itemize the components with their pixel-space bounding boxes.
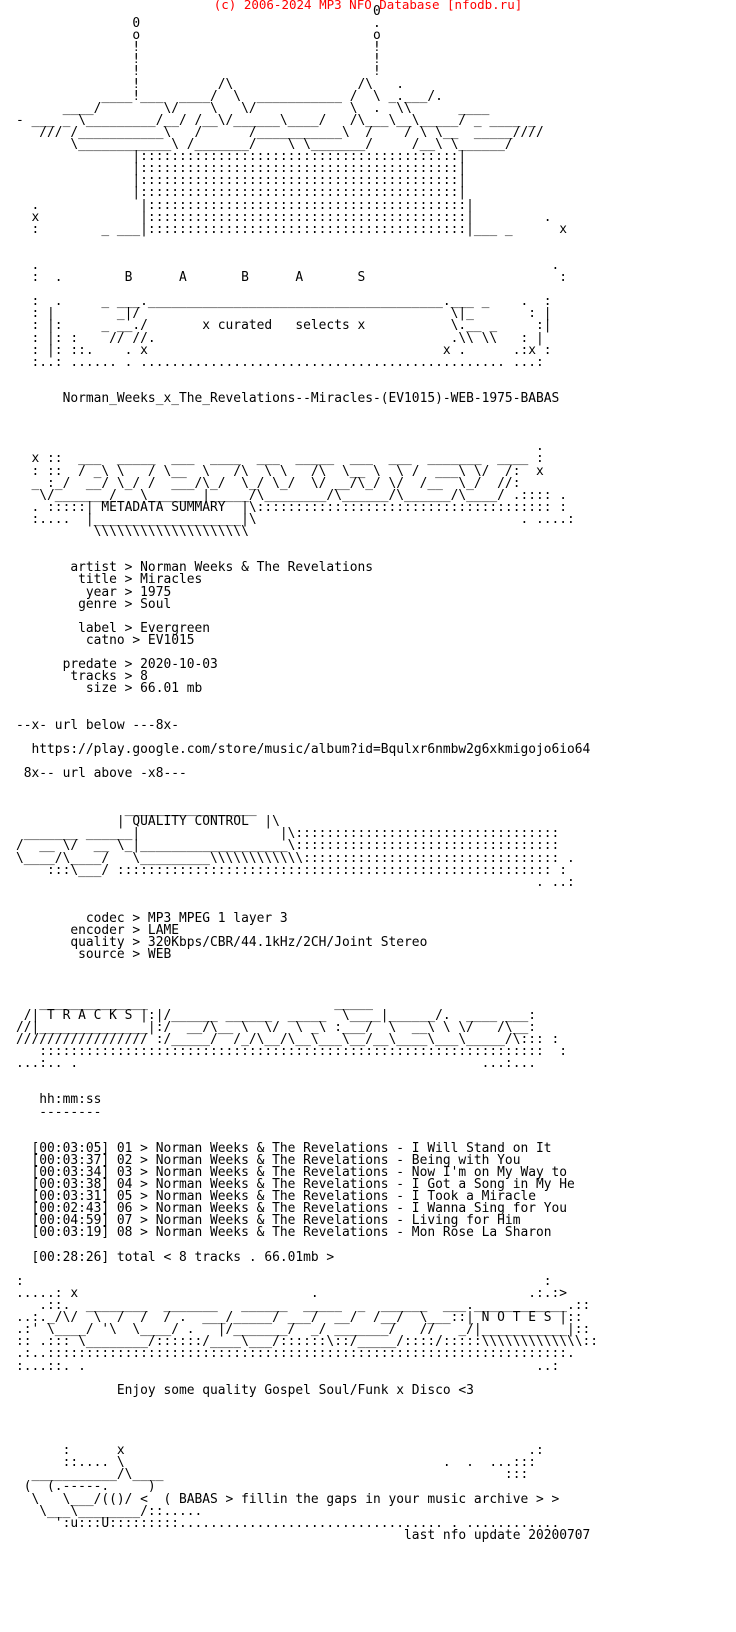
nfo-line: ___________/\____ ::: xyxy=(16,1467,529,1483)
nfo-line: / __ \/ __ \_|___________________\:::::::::::::::::::::::::::::::::: xyxy=(16,838,560,854)
nfo-line: ...:.. . ...:... xyxy=(16,1056,536,1072)
nfo-line xyxy=(16,369,598,381)
nfo-line: : |: ::. . x x . .:x : xyxy=(16,342,552,358)
nfo-line: encoder > LAME xyxy=(16,923,179,939)
nfo-line: ______________ _____ xyxy=(16,995,373,1011)
nfo-line: _ :_/ __/ \_/ / ___/\_/ \_/ \_/ \/ __/\_/ \/ /__ \_/ //: xyxy=(16,475,521,491)
nfo-line: [00:03:34] 03 > Norman Weeks & The Revelations - Now I'm on My Way to xyxy=(16,1165,568,1180)
nfo-line xyxy=(16,538,598,550)
nfo-text-body xyxy=(16,6,598,1542)
nfo-line: : |: _ __./ x curated selects x \.__ _ :| xyxy=(16,318,552,334)
nfo-line: :..: ...... . ............................................... ...: xyxy=(16,354,544,370)
nfo-line: //|______________|:/ __/\__ \ \/ \ _\ :___/ \ __\ \ \/ /\__: xyxy=(16,1019,536,1035)
nfo-line: .....: x . .:.:> xyxy=(16,1285,568,1301)
nfo-line: ! ! xyxy=(16,40,381,56)
nfo-line: /| T R A C K S |:|/______ ______ _____ \____|______/. ____ ___: xyxy=(16,1007,536,1023)
nfo-line: ::.... \ . . ...::: xyxy=(16,1455,536,1471)
nfo-line xyxy=(16,1409,598,1421)
nfo-line xyxy=(16,695,598,707)
nfo-line: .::. ________ _______ ______ _____ _ ______ ___.____________.:: xyxy=(16,1298,591,1314)
nfo-line: |:::::::::::::::::::::::::::::::::::::::::| xyxy=(16,161,467,177)
nfo-line xyxy=(16,1397,598,1409)
nfo-line: quality > 320Kbps/CBR/44.1kHz/2CH/Joint Stereo xyxy=(16,935,428,951)
nfo-line: : : xyxy=(16,1273,552,1289)
nfo-line: |:::::::::::::::::::::::::::::::::::::::::| xyxy=(16,149,467,165)
nfo-line xyxy=(16,961,598,973)
nfo-line: [00:03:37] 02 > Norman Weeks & The Revelations - Being with You xyxy=(16,1152,521,1168)
nfo-line: .:' \____/ '\ \____/ . |/_______/ _/ _______/ // _/|___________|:: xyxy=(16,1322,591,1338)
nfo-line: :.... |___________________|\ . ....: xyxy=(16,511,575,527)
nfo-line xyxy=(16,889,598,901)
nfo-line: x :: ___ _____ ___ ____ ___ _____ ___ ___ _______ ____ : xyxy=(16,451,544,467)
nfo-line xyxy=(16,236,598,248)
nfo-line: ::::::::::::::::::::::::::::::::::::::::::::::::::::::::::::::::: : xyxy=(16,1044,568,1060)
nfo-line: ! /\ /\ . xyxy=(16,76,405,92)
nfo-line: \___\________/::..... xyxy=(16,1503,203,1519)
nfo-line xyxy=(16,1082,598,1094)
nfo-line: ..:._/\/ \ / / / . ___/_____/ ___/ __/ /__/ \___::| N O T E S |:: xyxy=(16,1310,583,1326)
nfo-line: tracks > 8 xyxy=(16,669,148,685)
nfo-line: size > 66.01 mb xyxy=(16,681,203,697)
nfo-line xyxy=(16,417,598,429)
nfo-line xyxy=(16,974,598,986)
nfo-line: [00:03:19] 08 > Norman Weeks & The Revelations - Mon Rose La Sharon xyxy=(16,1225,552,1241)
nfo-line: --x- url below ---8x- xyxy=(16,717,179,733)
nfo-line xyxy=(16,1421,598,1433)
nfo-line xyxy=(16,405,598,417)
nfo-line: : _ ___|:::::::::::::::::::::::::::::::::::::::::|___ _ x xyxy=(16,221,568,237)
nfo-line: codec > MP3 MPEG 1 layer 3 xyxy=(16,911,288,927)
nfo-line: ( (.-----. ) xyxy=(16,1479,156,1495)
nfo-line: ____!___ ____/ \ ___________ / \ _.___/. xyxy=(16,88,443,104)
nfo-line xyxy=(16,1070,598,1082)
nfo-line: . ..: xyxy=(16,874,575,890)
nfo-line: x |:::::::::::::::::::::::::::::::::::::::::| . xyxy=(16,209,552,225)
nfo-line: :: .::: \________/::::::/____\___/::::::\::/_____/::::/:::::\\\\\\\\\\\\\:: xyxy=(16,1334,599,1350)
nfo-line: https://play.google.com/store/music/album?id=Bqulxr6nmbw2g6xkmigojo6io64 xyxy=(16,741,591,757)
nfo-line: artist > Norman Weeks & The Revelations xyxy=(16,560,373,576)
nfo-line: o o xyxy=(16,28,381,44)
nfo-line: _______ ______| |\:::::::::::::::::::::::::::::::::: xyxy=(16,826,560,842)
nfo-line: . |:::::::::::::::::::::::::::::::::::::::::| xyxy=(16,197,474,213)
nfo-line: [00:03:05] 01 > Norman Weeks & The Revelations - I Will Stand on It xyxy=(16,1140,552,1156)
nfo-line xyxy=(16,780,598,792)
nfo-line: label > Evergreen xyxy=(16,620,211,636)
nfo-line: ':u:::U:::::::::.................................. . ............ xyxy=(16,1515,560,1531)
nfo-line: 8x-- url above -x8--- xyxy=(16,765,187,781)
nfo-line: predate > 2020-10-03 xyxy=(16,657,218,673)
nfo-line: .:..:::::::::::::::::::::::::::::::::::::::::::::::::::::::::::::::::::. xyxy=(16,1346,575,1362)
nfo-line: ! ! xyxy=(16,52,381,68)
nfo-line: last nfo update 20200707 xyxy=(16,1527,591,1543)
nfo-line: : . _ ___.______________________________________.___ _ . : xyxy=(16,294,552,310)
nfo-line: source > WEB xyxy=(16,947,172,963)
nfo-line: [00:02:43] 06 > Norman Weeks & The Revelations - I Wanna Sing for You xyxy=(16,1201,568,1217)
nfo-line: [00:28:26] total < 8 tracks . 66.01mb > xyxy=(16,1249,335,1265)
nfo-line: Enjoy some quality Gospel Soul/Funk x Disco <3 xyxy=(16,1382,474,1398)
nfo-line: . . xyxy=(16,257,560,273)
nfo-line: . :::::| METADATA SUMMARY |\:::::::::::::::::::::::::::::::::::::: : xyxy=(16,499,568,515)
nfo-line: . xyxy=(16,439,544,455)
nfo-line: \\\\\\\\\\\\\\\\\\\\ xyxy=(16,524,249,540)
nfo-line: |:::::::::::::::::::::::::::::::::::::::::| xyxy=(16,173,467,189)
nfo-line: :...::. . ..: xyxy=(16,1358,560,1374)
nfo-line: | QUALITY CONTROL |\ xyxy=(16,814,280,830)
nfo-line: title > Miracles xyxy=(16,572,203,588)
nfodb-credit-banner: (c) 2006-2024 MP3 NFO Database [nfodb.ru] xyxy=(213,0,523,12)
nfo-line: : x .: xyxy=(16,1443,544,1459)
nfo-line: genre > Soul xyxy=(16,596,172,612)
nfo-line: ! ! xyxy=(16,64,381,80)
nfo-line: Norman_Weeks_x_The_Revelations--Miracles-(EV1015)-WEB-1975-BABAS xyxy=(16,391,560,406)
nfo-line: 0 xyxy=(16,4,381,19)
nfo-line: : |: : // //. .\\ \\ : | xyxy=(16,330,544,346)
nfo-line: - ___ _ \_________/__/ /__\/______\____/ /\___\__\_____/ _ ____ _ xyxy=(16,112,536,128)
nfo-line: [00:04:59] 07 > Norman Weeks & The Revelations - Living for Him xyxy=(16,1213,521,1229)
nfo-line: : . B A B A S : xyxy=(16,270,568,286)
nfo-line: catno > EV1015 xyxy=(16,632,195,648)
nfo-line: [00:03:31] 05 > Norman Weeks & The Revelations - I Took a Miracle xyxy=(16,1189,536,1205)
nfo-line: \____/\____/ \_________\\\\\\\\\\\\::::::::::::::::::::::::::::::::: . xyxy=(16,850,575,866)
nfo-line: hh:mm:ss xyxy=(16,1092,102,1108)
nfo-line: \____________\ /_______/ \ \_______/ /__\ \______/ xyxy=(16,137,513,153)
nfo-line: : | _|/ \|_ : | xyxy=(16,306,552,322)
nfo-line: ____/ \/ \ \/ \ . \\ ____ xyxy=(16,100,490,116)
nfo-line xyxy=(16,1119,598,1131)
nfo-line: : :: / _\ \ / \__ \ /\ \ \ /\ \__ \ \ / ___\ \/ /: x xyxy=(16,463,544,479)
nfo-line: \ \___/(()/ < ( BABAS > fillin the gaps in your music archive > > xyxy=(16,1491,560,1507)
nfo-line: /// /___________\ / /___________\ / / \ \__ _____//// xyxy=(16,124,544,140)
nfo-line: _________________ xyxy=(16,802,257,818)
nfo-line: \/_______/ \_______|_____/\________/\______/\______/\____/ .:::: . xyxy=(16,487,568,503)
nfo-line: ///////////////// :/_____/ /_/\__/\__\___\__/__\____\___\_____/\::: : xyxy=(16,1031,560,1047)
nfo-line: [00:03:38] 04 > Norman Weeks & The Revelations - I Got a Song in My He xyxy=(16,1177,575,1193)
nfo-line: :::\___/ :::::::::::::::::::::::::::::::::::::::::::::::::::::::: : xyxy=(16,862,568,878)
nfo-line: |:::::::::::::::::::::::::::::::::::::::::| xyxy=(16,185,467,201)
nfo-line: 0 . xyxy=(16,16,381,32)
nfo-line: -------- xyxy=(16,1104,102,1120)
nfo-line: year > 1975 xyxy=(16,584,172,600)
